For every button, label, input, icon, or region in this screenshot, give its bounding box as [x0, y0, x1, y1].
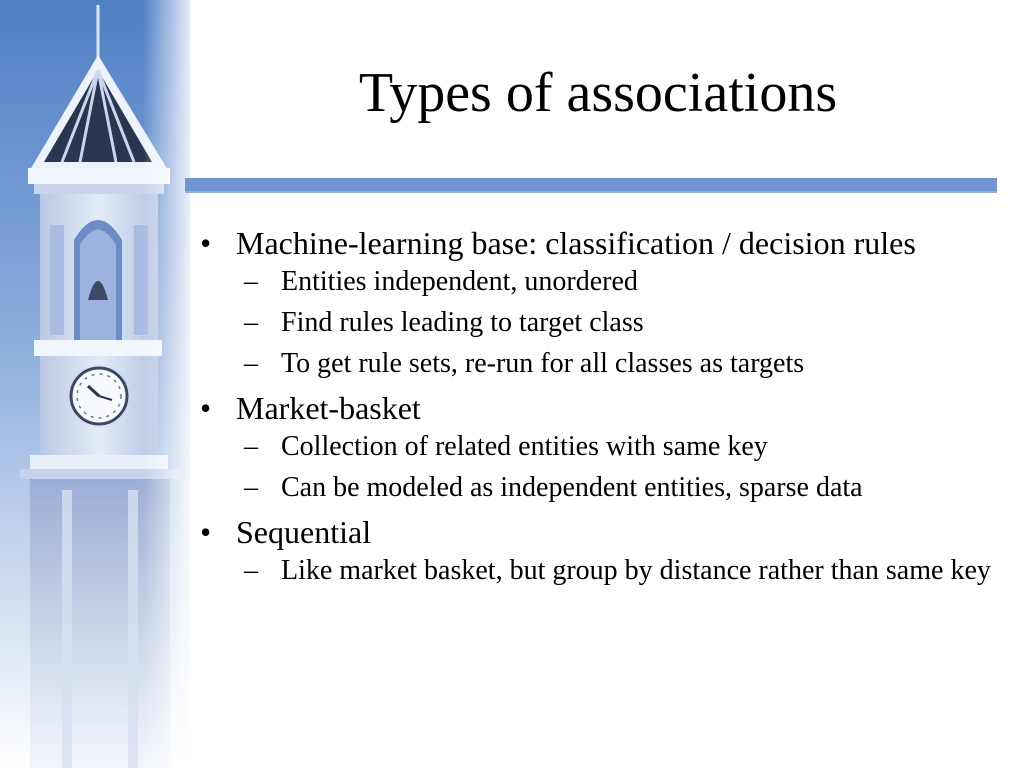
sub-bullet-item: [236, 431, 1006, 463]
sub-bullet-item: [236, 555, 1006, 587]
sub-bullet-text: Find rules leading to target class: [281, 307, 644, 338]
sub-bullet-list: [236, 555, 1006, 587]
sub-bullet-marker: –: [244, 431, 258, 462]
bullet-item: [196, 224, 1006, 380]
bullet-item: [196, 513, 1006, 587]
title-divider: [185, 178, 997, 193]
slide-title: Types of associations: [358, 62, 838, 124]
bullet-list: [196, 224, 1006, 596]
sub-bullet-text: To get rule sets, re-run for all classes as targets: [281, 348, 805, 379]
sub-bullet-marker: –: [244, 472, 258, 503]
sub-bullet-marker: –: [244, 266, 258, 297]
bullet-text: Machine-learning base: classification / decision rules: [236, 225, 916, 261]
bullet-marker: •: [200, 390, 212, 426]
sub-bullet-list: [236, 266, 1006, 380]
sub-bullet-item: [236, 266, 1006, 298]
bullet-text: Market-basket: [236, 390, 421, 426]
sub-bullet-item: [236, 307, 1006, 339]
sub-bullet-marker: –: [244, 348, 258, 379]
clock-tower-image: [0, 0, 190, 768]
bullet-marker: •: [200, 225, 212, 261]
sub-bullet-marker: –: [244, 555, 258, 586]
bullet-marker: •: [200, 514, 212, 550]
sub-bullet-text: Entities independent, unordered: [281, 266, 638, 297]
sub-bullet-text: Collection of related entities with same key: [281, 431, 768, 462]
sub-bullet-marker: –: [244, 307, 258, 338]
sub-bullet-text: Like market basket, but group by distance rather than same key: [281, 555, 991, 586]
sub-bullet-item: [236, 472, 1006, 504]
sub-bullet-list: [236, 431, 1006, 504]
bullet-text: Sequential: [236, 514, 372, 550]
sub-bullet-text: Can be modeled as independent entities, sparse data: [281, 472, 863, 503]
sub-bullet-item: [236, 348, 1006, 380]
bullet-item: [196, 389, 1006, 504]
